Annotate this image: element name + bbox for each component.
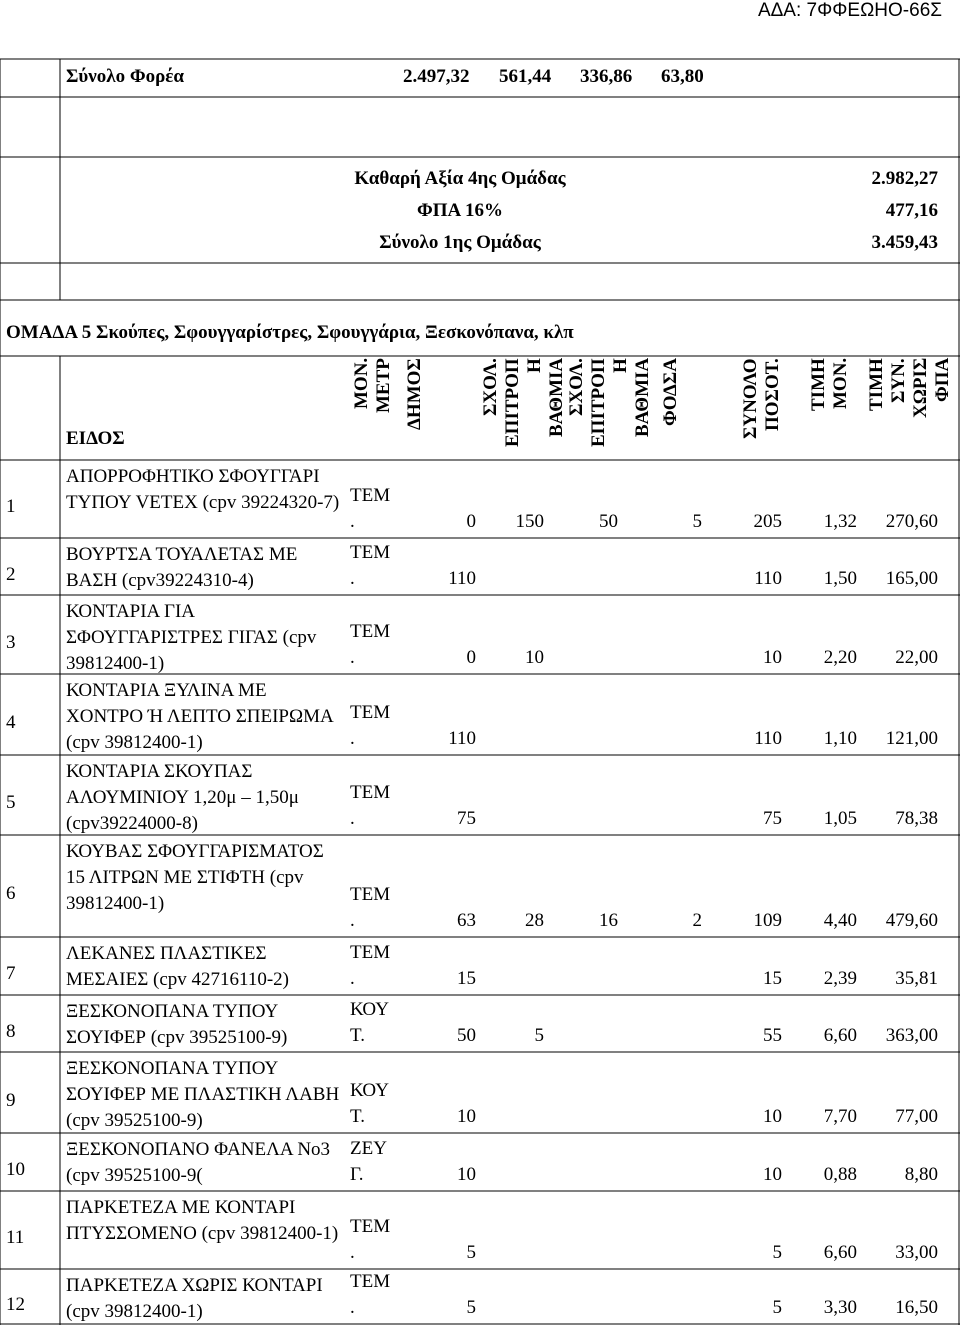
cell-sa: 10 bbox=[525, 647, 544, 668]
total-label-net: Καθαρή Αξία 4ης Ομάδας bbox=[354, 168, 566, 189]
column-header-unit: ΜΟΝ. ΜΕΤΡ bbox=[351, 358, 394, 413]
item-description: ΛΕΚΑΝΕΣ ΠΛΑΣΤΙΚΕΣ ΜΕΣΑΙΕΣ (cpv 42716110-2) bbox=[66, 943, 289, 990]
summary-foreas-value-3: 336,86 bbox=[580, 66, 633, 87]
cell-total: 33,00 bbox=[895, 1242, 938, 1263]
item-description: ΠΑΡΚΕΤΕΖΑ ΜΕ ΚΟΝΤΑΡΙ ΠΤΥΣΣΟΜΕΝΟ (cpv 39812400-1) bbox=[66, 1197, 339, 1244]
total-label-group: Σύνολο 1ης Ομάδας bbox=[379, 232, 541, 253]
cell-total: 270,60 bbox=[885, 511, 938, 532]
item-description: ΞΕΣΚΟΝΟΠΑΝΑ ΤΥΠΟΥ ΣΟΥΙΦΕΡ ΜΕ ΠΛΑΣΤΙΚΗ ΛΑΒΗ (cpv 39525100-9) bbox=[66, 1058, 340, 1131]
cell-synolo: 55 bbox=[763, 1025, 782, 1046]
unit-line-2: Τ. bbox=[350, 1106, 365, 1127]
cell-timi: 3,30 bbox=[823, 1297, 857, 1318]
row-number: 2 bbox=[6, 563, 16, 585]
cell-dimos: 15 bbox=[457, 968, 476, 989]
item-description: ΚΟΝΤΑΡΙΑ ΞΥΛΙΝΑ ΜΕ ΧΟΝΤΡΟ Ή ΛΕΠΤΟ ΣΠΕΙΡΩΜΑ (cpv 39812400-1) bbox=[66, 680, 333, 753]
column-header-total: ΤΙΜΗ ΣΥΝ. ΧΩΡΙΣ ΦΠΑ bbox=[866, 358, 953, 419]
row-number: 3 bbox=[6, 631, 16, 653]
cell-timi: 1,50 bbox=[823, 568, 857, 589]
cell-total: 35,81 bbox=[895, 968, 938, 989]
item-description: ΠΑΡΚΕΤΕΖΑ ΧΩΡΙΣ ΚΟΝΤΑΡΙ (cpv 39812400-1) bbox=[66, 1275, 323, 1322]
column-header-sxol-a: ΣΧΟΛ. ΕΠΙΤΡΟΠ Η ΒΑΘΜΙΑ bbox=[480, 358, 567, 447]
unit-line-2: Γ. bbox=[350, 1164, 364, 1185]
column-header-sxol-b: ΣΧΟΛ. ΕΠΙΤΡΟΠ Η ΒΑΘΜΙΑ bbox=[566, 358, 653, 447]
cell-dimos: 10 bbox=[457, 1164, 476, 1185]
unit-line-1: ΤΕΜ bbox=[350, 621, 391, 642]
cell-total: 8,80 bbox=[904, 1164, 938, 1185]
cell-dimos: 5 bbox=[466, 1297, 476, 1318]
summary-foreas-value-1: 2.497,32 bbox=[403, 66, 470, 87]
unit-line-1: ΤΕΜ bbox=[350, 702, 391, 723]
unit-line-1: ΚΟΥ bbox=[350, 999, 389, 1020]
cell-timi: 0,88 bbox=[823, 1164, 857, 1185]
unit-line-2: . bbox=[350, 808, 355, 829]
item-description: ΚΟΝΤΑΡΙΑ ΣΚΟΥΠΑΣ ΑΛΟΥΜΙΝΙΟΥ 1,20μ – 1,50μ (cpv39224000-8) bbox=[66, 761, 299, 834]
cell-timi: 1,10 bbox=[823, 728, 857, 749]
row-number: 6 bbox=[6, 883, 16, 904]
cell-synolo: 10 bbox=[763, 647, 782, 668]
summary-foreas-label: Σύνολο Φορέα bbox=[66, 66, 184, 87]
cell-total: 22,00 bbox=[895, 647, 938, 668]
cell-sa: 150 bbox=[515, 511, 544, 532]
cell-synolo: 15 bbox=[763, 968, 782, 989]
item-description: ΒΟΥΡΤΣΑ ΤΟΥΑΛΕΤΑΣ ΜΕ ΒΑΣΗ (cpv39224310-4) bbox=[66, 544, 298, 591]
row-number: 8 bbox=[6, 1020, 16, 1042]
row-number: 12 bbox=[6, 1293, 25, 1315]
row-number: 9 bbox=[6, 1089, 16, 1111]
cell-synolo: 75 bbox=[763, 808, 782, 829]
cell-synolo: 10 bbox=[763, 1106, 782, 1127]
column-header-item: ΕΙΔΟΣ bbox=[66, 428, 125, 449]
cell-dimos: 110 bbox=[448, 568, 476, 589]
cell-total: 121,00 bbox=[885, 728, 938, 749]
group-title: ΟΜΑΔΑ 5 Σκούπες, Σφουγγαρίστρες, Σφουγγάρια, Ξεσκονόπανα, κλπ bbox=[6, 322, 574, 343]
cell-dimos: 5 bbox=[466, 1242, 476, 1263]
item-description: ΚΟΝΤΑΡΙΑ ΓΙΑ ΣΦΟΥΓΓΑΡΙΣΤΡΕΣ ΓΙΓΑΣ (cpv 39812400-1) bbox=[66, 601, 317, 674]
cell-dimos: 50 bbox=[457, 1025, 476, 1046]
item-description: ΞΕΣΚΟΝΟΠΑΝΟ ΦΑΝΕΛΑ Νο3 (cpv 39525100-9( bbox=[66, 1139, 331, 1186]
cell-timi: 2,39 bbox=[823, 968, 857, 989]
row-number: 4 bbox=[6, 711, 16, 733]
cell-synolo: 109 bbox=[753, 910, 782, 931]
unit-line-1: ΖΕΥ bbox=[350, 1138, 387, 1159]
unit-line-1: ΤΕΜ bbox=[350, 1216, 391, 1237]
cell-sa: 28 bbox=[525, 910, 544, 931]
summary-foreas-value-2: 561,44 bbox=[499, 66, 552, 87]
unit-line-2: . bbox=[350, 728, 355, 749]
cell-total: 363,00 bbox=[885, 1025, 938, 1046]
unit-line-2: . bbox=[350, 910, 355, 931]
total-label-vat: ΦΠΑ 16% bbox=[417, 200, 503, 221]
column-header-timi: ΤΙΜΗ ΜΟΝ. bbox=[808, 358, 851, 411]
ada-code: ΑΔΑ: 7ΦΦΕΩΗΟ-66Σ bbox=[757, 0, 942, 21]
column-header-dimos: ΔΗΜΟΣ bbox=[404, 358, 425, 430]
unit-line-2: Τ. bbox=[350, 1025, 365, 1046]
cell-fodsa: 2 bbox=[692, 910, 702, 931]
cell-dimos: 75 bbox=[457, 808, 476, 829]
cell-total: 165,00 bbox=[885, 568, 938, 589]
unit-line-2: . bbox=[350, 1242, 355, 1263]
cell-sb: 16 bbox=[599, 910, 618, 931]
item-description: ΞΕΣΚΟΝΟΠΑΝΑ ΤΥΠΟΥ ΣΟΥΙΦΕΡ (cpv 39525100-9) bbox=[66, 1001, 288, 1048]
cell-total: 16,50 bbox=[895, 1297, 938, 1318]
cell-timi: 7,70 bbox=[823, 1106, 857, 1127]
unit-line-1: ΤΕΜ bbox=[350, 542, 391, 563]
cell-synolo: 5 bbox=[772, 1297, 782, 1318]
cell-synolo: 110 bbox=[754, 568, 782, 589]
unit-line-2: . bbox=[350, 968, 355, 989]
cell-total: 78,38 bbox=[895, 808, 938, 829]
cell-dimos: 63 bbox=[457, 910, 476, 931]
column-header-fodsa: ΦΟΔΣΑ bbox=[660, 358, 681, 426]
unit-line-2: . bbox=[350, 568, 355, 589]
row-number: 10 bbox=[6, 1159, 25, 1180]
unit-line-1: ΤΕΜ bbox=[350, 884, 391, 905]
unit-line-2: . bbox=[350, 511, 355, 532]
total-value-vat: 477,16 bbox=[885, 200, 938, 221]
cell-timi: 1,32 bbox=[823, 511, 857, 532]
cell-timi: 2,20 bbox=[823, 647, 857, 668]
summary-foreas-value-4: 63,80 bbox=[661, 66, 704, 87]
column-header-synolo: ΣΥΝΟΛΟ ΠΟΣΟΤ. bbox=[740, 358, 783, 439]
total-value-group: 3.459,43 bbox=[871, 232, 938, 253]
item-description: ΑΠΟΡΡΟΦΗΤΙΚΟ ΣΦΟΥΓΓΑΡΙ ΤΥΠΟΥ VETEX (cpv 39224320-7) bbox=[66, 466, 340, 513]
cell-timi: 4,40 bbox=[823, 910, 857, 931]
unit-line-2: . bbox=[350, 647, 355, 668]
cell-dimos: 110 bbox=[448, 728, 476, 749]
unit-line-2: . bbox=[350, 1297, 355, 1318]
cell-dimos: 0 bbox=[466, 511, 476, 532]
row-number: 7 bbox=[6, 963, 16, 984]
cell-synolo: 5 bbox=[772, 1242, 782, 1263]
cell-sb: 50 bbox=[599, 511, 618, 532]
cell-timi: 1,05 bbox=[823, 808, 857, 829]
row-number: 1 bbox=[6, 496, 16, 517]
cell-dimos: 10 bbox=[457, 1106, 476, 1127]
row-number: 5 bbox=[6, 792, 16, 813]
unit-line-1: ΤΕΜ bbox=[350, 782, 391, 803]
cell-synolo: 205 bbox=[753, 511, 782, 532]
unit-line-1: ΤΕΜ bbox=[350, 485, 391, 506]
cell-synolo: 10 bbox=[763, 1164, 782, 1185]
cell-fodsa: 5 bbox=[692, 511, 702, 532]
row-number: 11 bbox=[6, 1227, 25, 1248]
unit-line-1: ΤΕΜ bbox=[350, 1271, 391, 1292]
item-description: ΚΟΥΒΑΣ ΣΦΟΥΓΓΑΡΙΣΜΑΤΟΣ 15 ΛΙΤΡΩΝ ΜΕ ΣΤΙΦΤΗ (cpv 39812400-1) bbox=[66, 841, 324, 914]
cell-timi: 6,60 bbox=[823, 1025, 857, 1046]
unit-line-1: ΤΕΜ bbox=[350, 942, 391, 963]
cell-dimos: 0 bbox=[466, 647, 476, 668]
cell-total: 479,60 bbox=[885, 910, 938, 931]
unit-line-1: ΚΟΥ bbox=[350, 1080, 389, 1101]
cell-synolo: 110 bbox=[754, 728, 782, 749]
cell-sa: 5 bbox=[534, 1025, 544, 1046]
cell-timi: 6,60 bbox=[823, 1242, 857, 1263]
total-value-net: 2.982,27 bbox=[871, 168, 938, 189]
cell-total: 77,00 bbox=[895, 1106, 938, 1127]
